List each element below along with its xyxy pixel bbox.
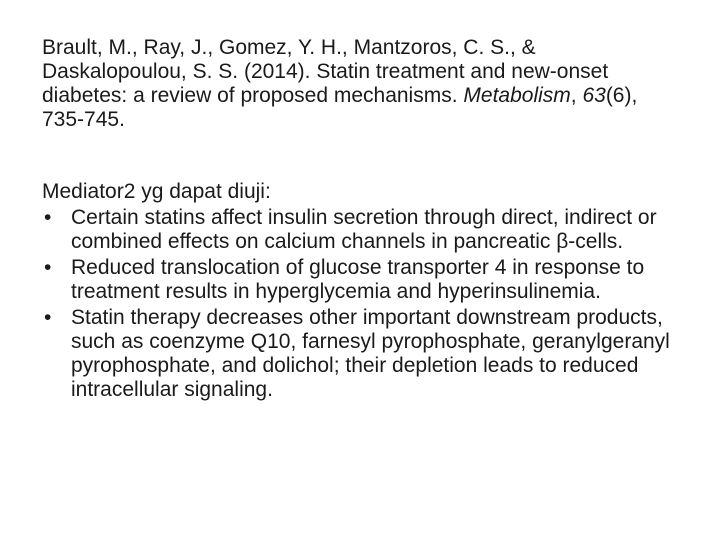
list-item [42,206,682,254]
citation-journal: Metabolism [463,84,571,107]
list-item-text: Reduced translocation of glucose transporter 4 in response to treatment results in hyperglycemia and hyperinsulinemia. [71,256,645,303]
citation-separator: , [570,84,583,107]
citation-volume: 63 [582,84,606,107]
bullet-icon: • [44,206,52,229]
list-item-text: Statin therapy decreases other important downstream products, such as coenzyme Q10, farnesyl pyrophosphate, geranylgeranyl pyrophosphate, and dolichol; their depletion leads to reduced intracellular signaling. [71,306,670,401]
bullet-icon: • [44,256,52,279]
list-item [42,256,682,304]
mediators-list [42,206,682,402]
list-item-text: Certain statins affect insulin secretion through direct, indirect or combined effects on calcium channels in pancreatic β-cells. [71,206,657,253]
bullet-icon: • [44,306,52,329]
citation-issue-pages: (6), 735-745. [42,84,638,131]
mediators-heading: Mediator2 yg dapat diuji: [42,180,271,203]
list-item [42,306,682,402]
mediators-section [42,180,682,404]
citation-authors-title: Brault, M., Ray, J., Gomez, Y. H., Mantzoros, C. S., & Daskalopoulou, S. S. (2014). Statin treatment and new-onset diabetes: a review of proposed mechanisms. [42,36,609,107]
citation-reference [42,36,682,132]
